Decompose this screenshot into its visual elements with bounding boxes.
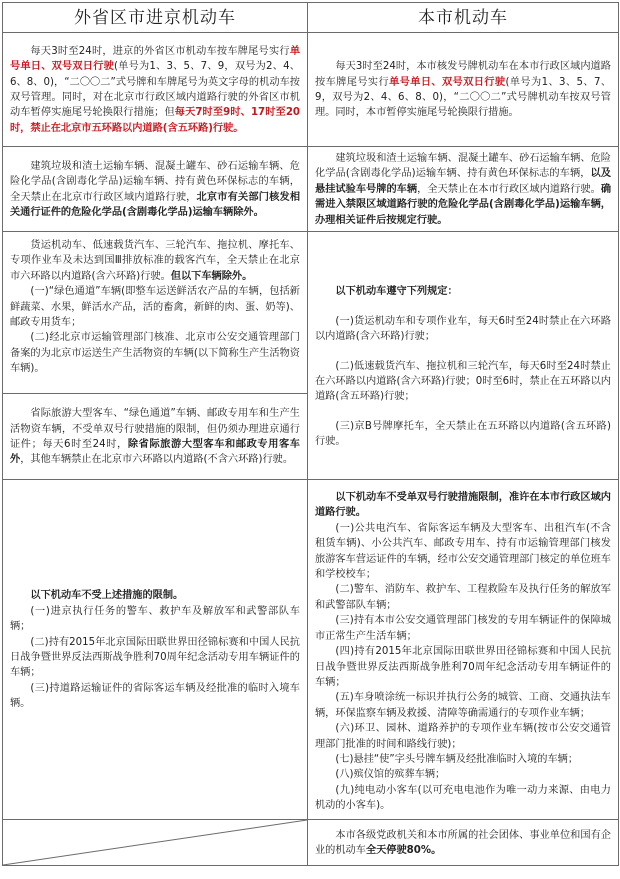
row3-right-item-1: (一)货运机动车和专项作业车，每天6时至24时禁止在六环路以内道路(含六环路)行驶；	[315, 315, 611, 343]
header-row	[3, 3, 619, 33]
row3-left-cell	[3, 232, 308, 394]
row1-left-highlight-2: 每天7时至9时、17时至20时，禁止在北京市五环路以内道路(含五环路)行驶。	[10, 107, 301, 134]
row4-left-cell	[3, 394, 308, 480]
row1-left-text-2: (单号为1、3、5、7、9，双号为2、4、6、8、0)，“二〇〇二”式号牌和车牌尾号为英文字母的机动车按双号管理。同时，对在北京市行政区域内道路行驶的外省区市机动车暂停实施尾号轮换限行措施；但	[10, 61, 300, 119]
row2-left-text: 建筑垃圾和渣土运输车辆、混凝土罐车、砂石运输车辆、危险化学品(含剧毒化学品)运输车辆、持有黄色环保标志的车辆，全天禁止在北京市行政区域内道路行驶，	[10, 160, 300, 203]
row-exempt-vehicles	[3, 480, 619, 820]
row6-left-empty-cell	[3, 820, 308, 866]
row1-left-cell	[3, 33, 308, 147]
row1-right-text-2: (单号为1、3、5、7、9，双号为2、4、6、8、0)，“二〇〇二”式号牌机动车按双号管理。同时，本市暂停实施尾号轮换限行措施。	[315, 76, 612, 119]
row5-right-item-5: (五)车身喷涂统一标识并执行公务的城管、工商、交通执法车辆，环保监察车辆及救援、清障等确需通行的专项作业车辆；	[315, 692, 611, 719]
row2-right-cell	[308, 147, 619, 232]
row5-left-title: 以下机动车不受上述措施的限制。	[30, 590, 184, 602]
row-government-vehicles	[3, 820, 619, 866]
row2-right-text-2: ，全天禁止在本市行政区域内道路行驶。	[417, 183, 601, 195]
diagonal-slash	[3, 820, 307, 865]
row5-left-item-3: (三)持道路运输证件的省际客运车辆及经批准的临时入境车辆。	[10, 682, 300, 710]
row5-right-cell	[308, 480, 619, 820]
row3-right-title: 以下机动车遵守下列规定：	[335, 286, 458, 298]
row1-left-text: 每天3时至24时，进京的外省区市机动车按车牌尾号实行	[30, 45, 290, 57]
row5-left-cell	[3, 480, 308, 820]
row1-right-text: 每天3时至24时，本市核发号牌机动车在本市行政区域内道路按车牌尾号实行	[315, 61, 611, 88]
row2-left-cell	[3, 147, 308, 232]
row5-right-item-9: (九)纯电动小客车(以可充电电池作为唯一动力来源、由电力机动的小客车)。	[315, 784, 611, 812]
row5-right-item-2: (二)警车、消防车、救护车、工程救险车及执行任务的解放军和武警部队车辆；	[315, 584, 611, 611]
row5-left-item-1: (一)进京执行任务的警车、救护车及解放军和武警部队车辆；	[10, 605, 300, 633]
row4-left-bold: 除省际旅游大型客车和邮政专用客车外	[10, 439, 300, 466]
row5-right-item-8: (八)殡仪馆的殡葬车辆；	[335, 769, 446, 781]
row1-right-highlight: 单号单日、双号双日行驶	[389, 76, 506, 88]
traffic-rules-table	[2, 2, 619, 866]
row-restricted-vehicles	[3, 147, 619, 232]
row6-right-text: 本市各级党政机关和本市所属的社会团体、事业单位和国有企业的机动车	[315, 829, 611, 857]
row3-right-item-2: (二)低速载货汽车、拖拉机和三轮汽车，每天6时至24时禁止在六环路以内道路(含六环路)行驶；0时至6时，禁止在五环路以内道路(含五环路)行驶；	[315, 360, 611, 403]
row5-right-item-7: (七)悬挂“使”字头号牌车辆及经批准临时入境的车辆；	[335, 753, 579, 765]
row3-right-cell	[308, 232, 619, 480]
row5-left-item-2: (二)持有2015年北京国际田联世界田径锦标赛和中国人民抗日战争暨世界反法西斯战争胜利70周年纪念活动专用车辆证件的车辆；	[10, 636, 300, 679]
row4-right-item-3: (三)京B号牌摩托车，全天禁止在五环路以内道路(含五环路)行驶。	[315, 420, 611, 448]
row2-right-bold: 以及悬挂试验车号牌的车辆	[315, 168, 612, 195]
row6-right-cell	[308, 820, 619, 866]
row3-left-item-1: (一)“绿色通道”车辆(即整车运送鲜活农产品的车辆，包括新鲜蔬菜、水果，鲜活水产品，活的畜禽，新鲜的肉、蛋、奶等)、邮政专用货车；	[10, 286, 300, 329]
row5-right-item-3: (三)持有本市公安交通管理部门核发的专用车辆证件的保障城市正常生产生活车辆；	[315, 615, 611, 642]
row2-left-bold: 北京市有关部门核发相关通行证件的危险化学品(含剧毒化学品)运输车辆除外。	[10, 191, 301, 218]
row5-right-item-4: (四)持有2015年北京国际田联世界田径锦标赛和中国人民抗日战争暨世界反法西斯战争胜利70周年纪念活动专用车辆证件的车辆；	[315, 646, 611, 688]
row3-left-intro-bold: 但以下车辆除外。	[170, 270, 253, 282]
header-right: 本市机动车	[308, 3, 619, 33]
row6-right-bold: 全天停驶80%。	[365, 845, 442, 857]
row2-right-bold-2: 确需进入禁限区域道路行驶的危险化学品(含剧毒化学品)运输车辆，办理相关证件后按规定行驶。	[315, 183, 612, 226]
row1-right-cell	[308, 33, 619, 147]
row5-right-item-6: (六)环卫、园林、道路养护的专项作业车辆(按市公安交通管理部门批准的时间和路线行驶)；	[315, 723, 611, 750]
row5-right-title: 以下机动车不受单双号行驶措施限制，准许在本市行政区域内道路行驶。	[315, 492, 611, 519]
row3-left-item-2: (二)经北京市运输管理部门核准、北京市公安交通管理部门备案的为北京市运送生产生活物资的车辆(以下简称生产生活物资车辆)。	[10, 332, 300, 375]
header-left: 外省区市进京机动车	[3, 3, 308, 33]
row3-left-intro: 货运机动车、低速载货汽车、三轮汽车、拖拉机、摩托车、专项作业车及未达到国Ⅲ排放标准的载客汽车，全天禁止在北京市六环路以内道路(含六环路)行驶。	[10, 240, 300, 282]
row2-right-text: 建筑垃圾和渣土运输车辆、混凝土罐车、砂石运输车辆、危险化学品(含剧毒化学品)运输车辆、持有黄色环保标志的车辆，	[315, 153, 611, 180]
row-freight-vehicles	[3, 232, 619, 394]
row4-left-text: 省际旅游大型客车、“绿色通道”车辆、邮政专用车和生产生活物资车辆，不受单双号行驶措施的限制，但仍须办理进京通行证件；每天6时至24时，	[10, 408, 300, 451]
row1-left-highlight: 单号单日、双号双日行驶	[10, 45, 300, 73]
row4-left-text-2: ，其他车辆禁止在北京市六环路以内道路(不含六环路)行驶。	[20, 454, 294, 466]
row5-right-item-1: (一)公共电汽车、省际客运车辆及大型客车、出租汽车(不含租赁车辆)、小公共汽车、邮政专用车、持有市运输管理部门核发旅游客车营运证件的车辆，经市公安交通管理部门核定的单位班车和学校校车；	[315, 522, 611, 581]
row-odd-even	[3, 33, 619, 147]
